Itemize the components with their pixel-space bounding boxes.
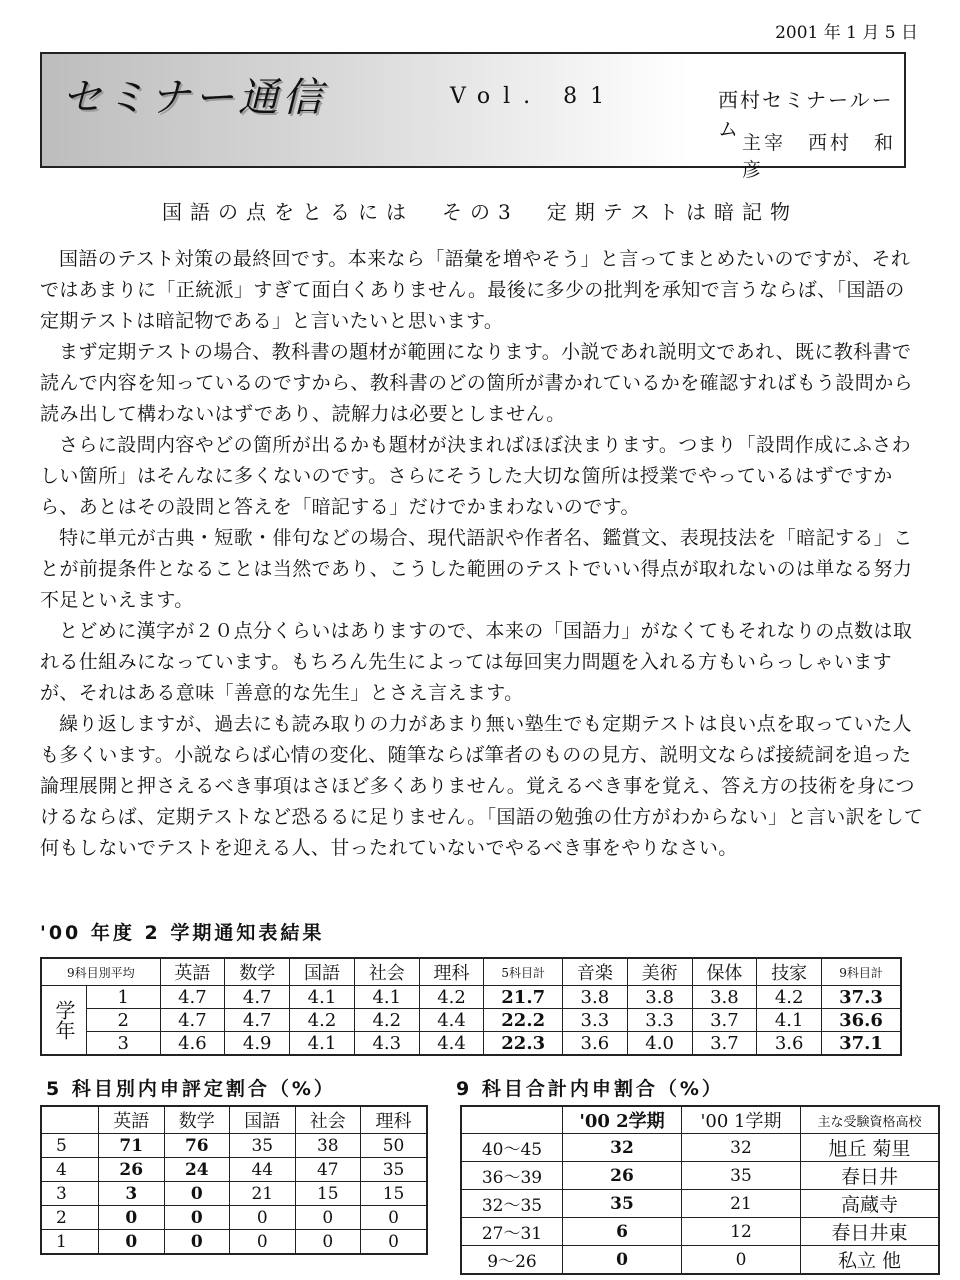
table-cell: 36.6 bbox=[822, 1009, 901, 1032]
table-cell: 4.1 bbox=[757, 1009, 822, 1032]
table-cell: 4.4 bbox=[419, 1032, 484, 1056]
school-name: 春日井東 bbox=[801, 1218, 940, 1246]
school-name: 私立 他 bbox=[801, 1246, 940, 1275]
column-header: 理科 bbox=[361, 1106, 427, 1134]
grade-label: 学年 bbox=[41, 986, 87, 1056]
article-title: 国語の点をとるには その3 定期テストは暗記物 bbox=[162, 200, 798, 224]
table-cell: 4.2 bbox=[419, 986, 484, 1009]
grade-average-table bbox=[40, 957, 902, 1056]
school-name: 旭丘 菊里 bbox=[801, 1134, 940, 1162]
paragraph: とどめに漢字が２０点分くらいはありますので、本来の「国語力」がなくてもそれなりの点数は取れる仕組みになっています。もちろん先生によっては毎回実力問題を入れる方もいらっしゃいますが、それはある意味「善意的な先生」とさえ言えます。 bbox=[40, 620, 913, 704]
school-name: 高蔵寺 bbox=[801, 1190, 940, 1218]
table-cell: 0 bbox=[164, 1206, 230, 1230]
grade-number: 1 bbox=[87, 986, 161, 1009]
issue-date: 2001 年 1 月 5 日 bbox=[775, 23, 918, 43]
table-cell: 4.7 bbox=[225, 986, 290, 1009]
table-cell: 4.3 bbox=[354, 1032, 419, 1056]
table-cell: 6 bbox=[563, 1218, 682, 1246]
table-row bbox=[41, 1158, 427, 1182]
table-cell: 0 bbox=[361, 1230, 427, 1255]
table-row bbox=[41, 1182, 427, 1206]
table-header-row bbox=[41, 958, 901, 986]
score-range: 36～39 bbox=[461, 1162, 563, 1190]
grade-number: 2 bbox=[87, 1009, 161, 1032]
table-cell: 0 bbox=[99, 1230, 165, 1255]
table-cell: 0 bbox=[164, 1230, 230, 1255]
paragraph: 特に単元が古典・短歌・俳句などの場合、現代語訳や作者名、鑑賞文、表現技法を「暗記する」ことが前提条件となることは当然であり、こうした範囲のテストでいい得点が取れないのは単なる努力不足といえます。 bbox=[40, 527, 913, 611]
column-header: 美術 bbox=[627, 958, 692, 986]
masthead bbox=[40, 52, 906, 181]
table-cell: 4.4 bbox=[419, 1009, 484, 1032]
table-cell: 0 bbox=[295, 1206, 361, 1230]
table-cell: 71 bbox=[99, 1134, 165, 1158]
column-header: '00 1学期 bbox=[682, 1106, 801, 1134]
column-header: 国語 bbox=[290, 958, 355, 986]
paragraph: さらに設問内容やどの箇所が出るかも題材が決まればほぼ決まります。つまり「設問作成にふさわしい箇所」はそんなに多くないのです。さらにそうした大切な箇所は授業でやっているはずですから、あとはその設問と答えを「暗記する」だけでかまわないのです。 bbox=[40, 434, 912, 518]
rating-label: 2 bbox=[41, 1206, 99, 1230]
table-row bbox=[461, 1218, 939, 1246]
table-cell: 50 bbox=[361, 1134, 427, 1158]
table-cell: 4.2 bbox=[290, 1009, 355, 1032]
column-header: 9科目別平均 bbox=[41, 958, 160, 986]
organization-name: 西村セミナールーム bbox=[718, 88, 894, 141]
table-cell: 4.1 bbox=[290, 986, 355, 1009]
table-row bbox=[41, 1032, 901, 1056]
table-cell: 0 bbox=[230, 1230, 296, 1255]
table-cell: 0 bbox=[682, 1246, 801, 1275]
table-cell: 21 bbox=[682, 1190, 801, 1218]
corner-cell bbox=[41, 1106, 99, 1134]
table-header-row bbox=[461, 1106, 939, 1134]
table-cell: 35 bbox=[230, 1134, 296, 1158]
table-row bbox=[461, 1246, 939, 1275]
table-cell: 26 bbox=[563, 1162, 682, 1190]
table-header-row bbox=[41, 1106, 427, 1134]
column-header: 数学 bbox=[164, 1106, 230, 1134]
school-name: 春日井 bbox=[801, 1162, 940, 1190]
volume-number: Vol. 81 bbox=[450, 84, 618, 109]
table-row bbox=[461, 1190, 939, 1218]
column-header: 理科 bbox=[419, 958, 484, 986]
rating-label: 5 bbox=[41, 1134, 99, 1158]
table-cell: 44 bbox=[230, 1158, 296, 1182]
table-cell: 38 bbox=[295, 1134, 361, 1158]
table-cell: 0 bbox=[295, 1230, 361, 1255]
rating-label: 3 bbox=[41, 1182, 99, 1206]
table-cell: 32 bbox=[682, 1134, 801, 1162]
table-cell: 3.6 bbox=[562, 1032, 627, 1056]
table-row bbox=[41, 1206, 427, 1230]
results-section-title: '00 年度 2 学期通知表結果 bbox=[40, 922, 325, 944]
column-header: 音楽 bbox=[562, 958, 627, 986]
table-cell: 0 bbox=[99, 1206, 165, 1230]
column-header: 英語 bbox=[99, 1106, 165, 1134]
table-cell: 21 bbox=[230, 1182, 296, 1206]
table-cell: 3.6 bbox=[757, 1032, 822, 1056]
table-cell: 4.2 bbox=[757, 986, 822, 1009]
table-cell: 0 bbox=[230, 1206, 296, 1230]
table-row bbox=[41, 1230, 427, 1255]
table-cell: 26 bbox=[99, 1158, 165, 1182]
table-cell: 3.3 bbox=[627, 1009, 692, 1032]
table-cell: 3 bbox=[99, 1182, 165, 1206]
table-cell: 4.7 bbox=[160, 1009, 225, 1032]
table-cell: 4.7 bbox=[225, 1009, 290, 1032]
article-body bbox=[40, 244, 924, 864]
table-row bbox=[461, 1134, 939, 1162]
table-cell: 12 bbox=[682, 1218, 801, 1246]
table-cell: 4.1 bbox=[290, 1032, 355, 1056]
table-cell: 22.2 bbox=[484, 1009, 563, 1032]
column-header: 英語 bbox=[160, 958, 225, 986]
table-cell: 4.2 bbox=[354, 1009, 419, 1032]
rating-label: 4 bbox=[41, 1158, 99, 1182]
table-cell: 3.3 bbox=[562, 1009, 627, 1032]
table-cell: 4.7 bbox=[160, 986, 225, 1009]
table-cell: 35 bbox=[361, 1158, 427, 1182]
table-cell: 3.8 bbox=[692, 986, 757, 1009]
table-cell: 35 bbox=[563, 1190, 682, 1218]
column-header: 社会 bbox=[354, 958, 419, 986]
table-cell: 3.8 bbox=[627, 986, 692, 1009]
rating-label: 1 bbox=[41, 1230, 99, 1255]
score-range: 9～26 bbox=[461, 1246, 563, 1275]
column-header: 9科目計 bbox=[822, 958, 901, 986]
paragraph: 国語のテスト対策の最終回です。本来なら「語彙を増やそう」と言ってまとめたいのですが、それではあまりに「正統派」すぎて面白くありません。最後に多少の批判を承知で言うならば、「国語の定期テストは暗記物である」と言いたいと思います。 bbox=[40, 248, 911, 332]
table-row bbox=[461, 1162, 939, 1190]
table-row bbox=[41, 1009, 901, 1032]
column-header: 社会 bbox=[295, 1106, 361, 1134]
score-range: 32～35 bbox=[461, 1190, 563, 1218]
table-row bbox=[41, 986, 901, 1009]
paragraph: まず定期テストの場合、教科書の題材が範囲になります。小説であれ説明文であれ、既に教科書で読んで内容を知っているのですから、教科書のどの箇所が書かれているかを確認すればもう設問から読み出して構わないはずであり、読解力は必要としません。 bbox=[40, 341, 914, 425]
table-cell: 15 bbox=[295, 1182, 361, 1206]
table-cell: 0 bbox=[361, 1206, 427, 1230]
score-range: 27～31 bbox=[461, 1218, 563, 1246]
column-header: 数学 bbox=[225, 958, 290, 986]
table-cell: 22.3 bbox=[484, 1032, 563, 1056]
table-cell: 21.7 bbox=[484, 986, 563, 1009]
column-header: 保体 bbox=[692, 958, 757, 986]
table-cell: 3.8 bbox=[562, 986, 627, 1009]
corner-cell bbox=[461, 1106, 563, 1134]
paragraph: 繰り返しますが、過去にも読み取りの力があまり無い塾生でも定期テストは良い点を取っていた人も多くいます。小説ならば心情の変化、随筆ならば筆者のものの見方、説明文ならば接続詞を追った論理展開と押さえるべき事項はさほど多くありません。覚えるべき事を覚え、答え方の技術を身につけるならば、定期テストなど恐るるに足りません。「国語の勉強の仕方がわからない」と言い訳をして何もしないでテストを迎える人、甘ったれていないでやるべき事をやりなさい。 bbox=[40, 713, 924, 859]
table-cell: 3.7 bbox=[692, 1009, 757, 1032]
table-cell: 4.1 bbox=[354, 986, 419, 1009]
table-cell: 0 bbox=[164, 1182, 230, 1206]
table-cell: 4.0 bbox=[627, 1032, 692, 1056]
table-cell: 4.9 bbox=[225, 1032, 290, 1056]
table-cell: 37.1 bbox=[822, 1032, 901, 1056]
table-cell: 24 bbox=[164, 1158, 230, 1182]
score-range: 40～45 bbox=[461, 1134, 563, 1162]
five-subject-table bbox=[40, 1105, 428, 1255]
newsletter-title: セミナー通信 bbox=[62, 75, 326, 121]
five-subject-title: 5 科目別内申評定割合（%） bbox=[46, 1078, 336, 1100]
column-header: 国語 bbox=[230, 1106, 296, 1134]
nine-subject-title: 9 科目合計内申割合（%） bbox=[456, 1078, 724, 1100]
table-cell: 3.7 bbox=[692, 1032, 757, 1056]
table-cell: 47 bbox=[295, 1158, 361, 1182]
table-cell: 15 bbox=[361, 1182, 427, 1206]
table-cell: 37.3 bbox=[822, 986, 901, 1009]
grade-number: 3 bbox=[87, 1032, 161, 1056]
table-cell: 32 bbox=[563, 1134, 682, 1162]
column-header: 主な受験資格高校 bbox=[801, 1106, 940, 1134]
table-row bbox=[41, 1134, 427, 1158]
table-cell: 0 bbox=[563, 1246, 682, 1275]
column-header: '00 2学期 bbox=[563, 1106, 682, 1134]
table-cell: 76 bbox=[164, 1134, 230, 1158]
host-name: 主宰 西村 和彦 bbox=[742, 132, 897, 181]
nine-subject-table bbox=[460, 1105, 940, 1275]
column-header: 5科目計 bbox=[484, 958, 563, 986]
table-cell: 35 bbox=[682, 1162, 801, 1190]
column-header: 技家 bbox=[757, 958, 822, 986]
table-cell: 4.6 bbox=[160, 1032, 225, 1056]
